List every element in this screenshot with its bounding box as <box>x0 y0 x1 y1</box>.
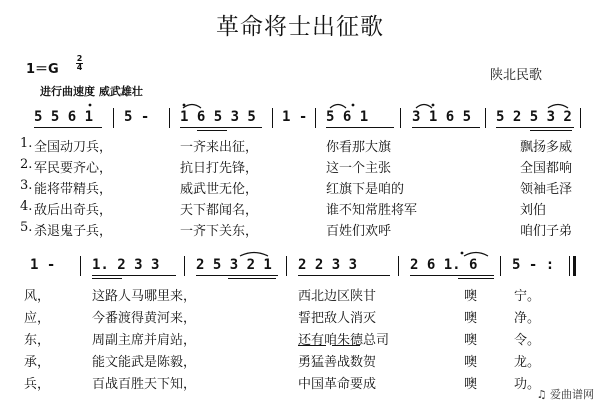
lyric-segment: 天下都闻名， <box>180 203 259 218</box>
lyric-segment: 噢 <box>464 355 478 370</box>
time-signature-top: 2 <box>76 54 83 63</box>
lyric-segment: 中国革命要成 <box>298 377 377 392</box>
lyric-segment: 今番渡得黄河来， <box>92 311 197 326</box>
lyric-segment: 百战百胜天下知， <box>92 377 197 392</box>
measure: 5 2 5 3 2 <box>496 109 572 125</box>
slur <box>416 105 432 109</box>
song-title: 革命将士出征歌 <box>216 14 384 40</box>
measure: 5 6 1 <box>326 109 369 125</box>
lyric-segment: 周副主席并肩站， <box>92 333 197 348</box>
lyric-segment: 红旗下是咱的 <box>326 182 405 197</box>
high-octave-dot <box>461 252 464 255</box>
measure: 1 6 5 3 5 <box>180 109 256 125</box>
lyric-segment: 应， <box>24 311 51 326</box>
lyric-segment: 刘伯 <box>520 203 547 218</box>
lyric-segment: 兵， <box>24 377 51 392</box>
key-signature: 1＝G <box>26 62 59 77</box>
lyric-segment: 誓把敌人消灭 <box>298 311 377 326</box>
lyric-segment: 敌后出奇兵， <box>34 203 113 218</box>
slur <box>183 105 201 109</box>
lyric-segment: 咱们子弟 <box>520 224 573 239</box>
lyric-segment: 全国动刀兵， <box>34 140 113 155</box>
lyric-segment: 一齐下关东， <box>180 224 259 239</box>
verse-number: 4. <box>20 199 33 214</box>
lyric-segment: 净。 <box>514 311 541 326</box>
watermark-text: 爱曲谱网 <box>550 388 594 401</box>
measure: 5 5 6 1 <box>34 109 94 125</box>
lyric-segment: 飘扬多威 <box>520 140 573 155</box>
lyric-segment: 西北边区陕甘 <box>298 289 377 304</box>
lyric-segment: 谁不知常胜将军 <box>326 203 418 218</box>
lyric-segment: 抗日打先锋， <box>180 161 259 176</box>
lyric-segment: 噢 <box>464 333 478 348</box>
music-note-icon: ♫ <box>536 388 547 401</box>
measure: 5 - <box>124 109 150 125</box>
lyric-segment: 你看那大旗 <box>326 140 392 155</box>
measure: 5 - : <box>512 257 555 273</box>
tempo-marking: 进行曲速度 威武雄壮 <box>40 85 143 98</box>
lyric-segment: 一齐来出征， <box>180 140 259 155</box>
verse-number: 3. <box>20 178 33 193</box>
verse-number: 5. <box>20 220 33 235</box>
high-octave-dot <box>183 104 186 107</box>
measure: 2 5 3 2 1 <box>196 257 272 273</box>
lyric-segment: 这一个主张 <box>326 161 392 176</box>
lyric-segment: 百姓们欢呼 <box>326 224 392 239</box>
lyric-segment: 龙。 <box>514 355 541 370</box>
high-octave-dot <box>89 104 92 107</box>
slur <box>464 253 488 257</box>
lyric-segment: 宁。 <box>514 289 541 304</box>
slur <box>240 253 268 257</box>
measure: 1 - <box>282 109 308 125</box>
measure: 2 6 1. 6 <box>410 257 478 273</box>
time-signature-bottom: 4 <box>76 63 83 72</box>
verse-number: 1. <box>20 136 33 151</box>
lyric-segment: 威武世无伦， <box>180 182 259 197</box>
watermark-logo <box>537 386 594 402</box>
lyric-segment: 令。 <box>514 333 541 348</box>
high-octave-dot <box>432 104 435 107</box>
lyric-segment: 能文能武是陈毅， <box>92 355 197 370</box>
lyric-segment: 这路人马哪里来， <box>92 289 197 304</box>
measure: 1 - <box>30 257 56 273</box>
song-origin: 陕北民歌 <box>489 68 542 83</box>
lyric-segment: 噢 <box>464 311 478 326</box>
measure: 1. 2 3 3 <box>92 257 160 273</box>
lyric-segment: 能将带精兵， <box>34 182 113 197</box>
lyric-segment: 全国都响 <box>520 161 573 176</box>
slur <box>330 105 346 109</box>
lyric-segment: 还有咱朱德总司 <box>298 333 390 348</box>
slur <box>548 105 568 109</box>
lyric-segment: 噢 <box>464 289 478 304</box>
lyric-segment: 功。 <box>514 377 541 392</box>
lyric-segment: 杀退鬼子兵， <box>34 224 113 239</box>
lyric-segment: 勇猛善战数贺 <box>298 355 377 370</box>
lyric-segment: 东， <box>24 333 51 348</box>
measure: 2 2 3 3 <box>298 257 358 273</box>
lyric-segment: 承， <box>24 355 51 370</box>
lyric-segment: 噢 <box>464 377 478 392</box>
verse-number: 2. <box>20 157 33 172</box>
lyric-segment: 风， <box>24 289 51 304</box>
measure: 3 1 6 5 <box>412 109 472 125</box>
lyric-segment: 军民要齐心， <box>34 161 113 176</box>
high-octave-dot <box>352 104 355 107</box>
lyric-segment: 领袖毛泽 <box>520 182 573 197</box>
